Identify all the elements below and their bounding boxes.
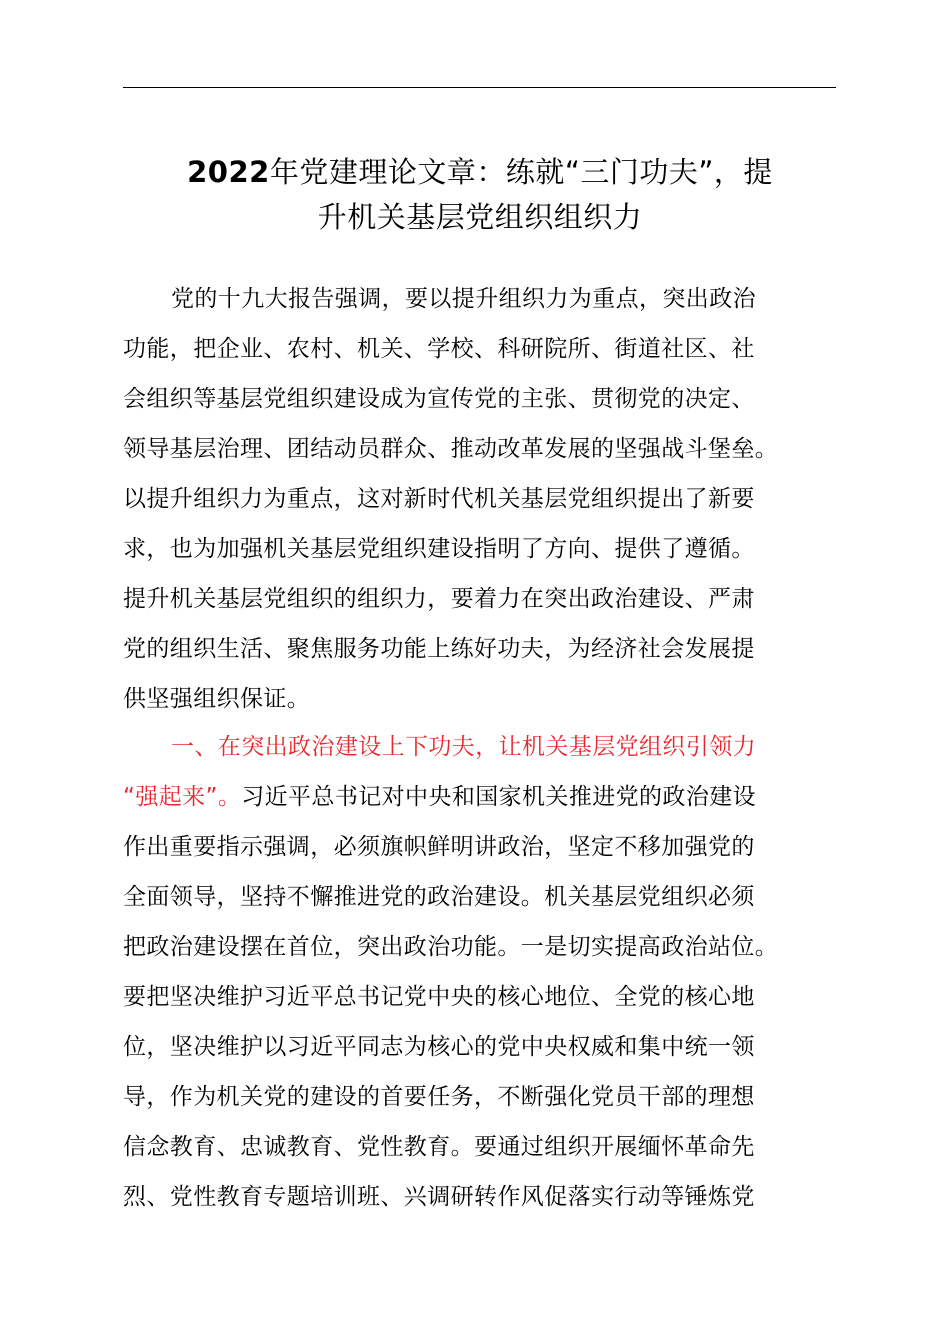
text-line: 要把坚决维护习近平总书记党中央的核心地位、全党的核心地 (123, 984, 755, 1010)
text-line: 位，坚决维护以习近平同志为核心的党中央权威和集中统一领 (123, 1034, 755, 1060)
text-line: 全面领导，坚持不懈推进党的政治建设。机关基层党组织必须 (123, 884, 755, 910)
paragraph-1 (123, 274, 839, 724)
text-line: 以提升组织力为重点，这对新时代机关基层党组织提出了新要 (123, 486, 755, 512)
title-year: 2022 (187, 155, 270, 189)
paragraph-2 (123, 722, 839, 1222)
section-heading-end: “强起来”。 (123, 784, 242, 810)
text-line: 信念教育、忠诚教育、党性教育。要通过组织开展缅怀革命先 (123, 1134, 755, 1160)
text-line-rest: 习近平总书记对中央和国家机关推进党的政治建设 (241, 784, 757, 810)
section-heading: 一、在突出政治建设上下功夫，让机关基层党组织引领力 (171, 734, 756, 760)
title-line2: 升机关基层党组织组织力 (317, 200, 643, 234)
text-line: 把政治建设摆在首位，突出政治功能。一是切实提高政治站位。 (123, 934, 779, 960)
text-line: 导，作为机关党的建设的首要任务，不断强化党员干部的理想 (123, 1084, 755, 1110)
header-rule (123, 87, 836, 88)
text-line: 作出重要指示强调，必须旗帜鲜明讲政治，坚定不移加强党的 (123, 834, 755, 860)
text-line: 求，也为加强机关基层党组织建设指明了方向、提供了遵循。 (123, 536, 755, 562)
text-line: 党的十九大报告强调，要以提升组织力为重点，突出政治 (171, 286, 756, 312)
text-line: 供坚强组织保证。 (123, 686, 311, 712)
text-line: 党的组织生活、聚焦服务功能上练好功夫，为经济社会发展提 (123, 636, 755, 662)
document-title (110, 150, 850, 240)
text-line: 功能，把企业、农村、机关、学校、科研院所、街道社区、社 (123, 336, 755, 362)
text-line: 提升机关基层党组织的组织力，要着力在突出政治建设、严肃 (123, 586, 755, 612)
text-line (123, 772, 839, 822)
text-line: 会组织等基层党组织建设成为宣传党的主张、贯彻党的决定、 (123, 386, 755, 412)
text-line: 烈、党性教育专题培训班、兴调研转作风促落实行动等锤炼党 (123, 1184, 755, 1210)
title-line1: 年党建理论文章：练就“三门功夫”，提 (269, 155, 773, 189)
text-line: 领导基层治理、团结动员群众、推动改革发展的坚强战斗堡垒。 (123, 436, 779, 462)
